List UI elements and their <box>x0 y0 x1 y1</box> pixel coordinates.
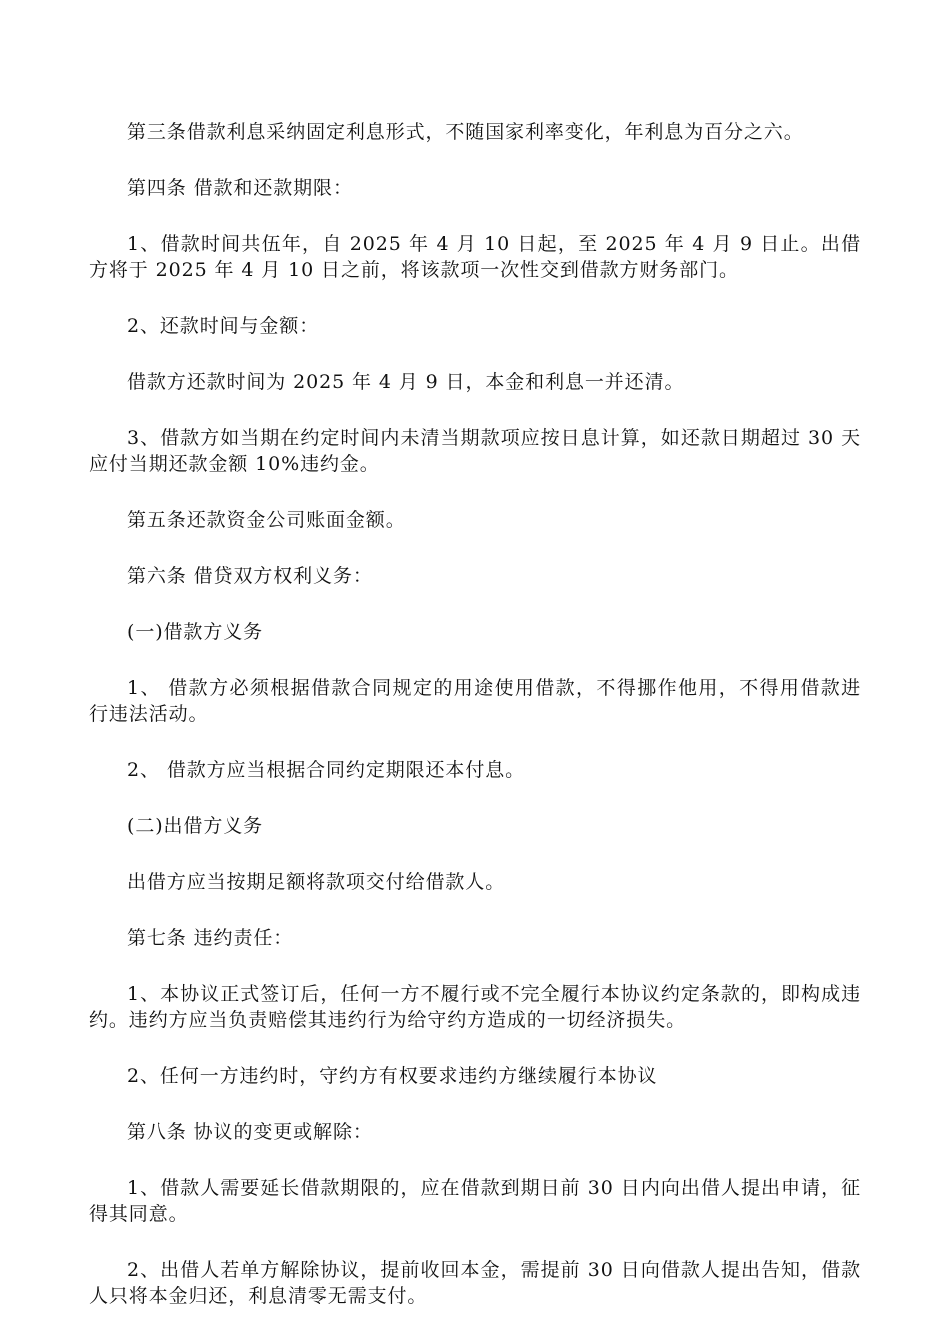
clause-5: 第五条还款资金公司账面金额。 <box>127 509 406 531</box>
clause-8-item-2: 2、出借人若单方解除协议，提前收回本金，需提前 30 日向借款人提出告知，借款人只将本金归还，利息清零无需支付。 <box>89 1259 861 1307</box>
clause-3-interest: 第三条借款利息采纳固定利息形式，不随国家利率变化，年利息为百分之六。 <box>127 121 804 143</box>
clause-8-item-1: 1、借款人需要延长借款期限的，应在借款到期日前 30 日内向出借人提出申请，征得其同意。 <box>89 1177 861 1225</box>
lender-duty: 出借方应当按期足额将款项交付给借款人。 <box>127 871 506 893</box>
document-body <box>89 119 861 1339</box>
clause-7-item-1: 1、本协议正式签订后，任何一方不履行或不完全履行本协议约定条款的，即构成违约。违约方应当负责赔偿其违约行为给守约方造成的一切经济损失。 <box>89 983 861 1031</box>
clause-4-heading: 第四条 借款和还款期限： <box>127 177 353 199</box>
clause-6-heading: 第六条 借贷双方权利义务： <box>127 565 373 587</box>
clause-4-item-2: 2、还款时间与金额： <box>127 315 320 337</box>
borrower-duties-heading: (一)借款方义务 <box>127 621 264 643</box>
clause-8-heading: 第八条 协议的变更或解除： <box>127 1121 373 1143</box>
clause-4-item-1: 1、借款时间共伍年，自 2025 年 4 月 10 日起，至 2025 年 4 月 9 日止。出借方将于 2025 年 4 月 10 日之前，将该款项一次性交到借款方财务部门。 <box>89 233 861 281</box>
borrower-duty-1: 1、 借款方必须根据借款合同规定的用途使用借款，不得挪作他用，不得用借款进行违法活动。 <box>89 677 861 725</box>
clause-4-repayment-date: 借款方还款时间为 2025 年 4 月 9 日，本金和利息一并还清。 <box>127 371 685 393</box>
borrower-duty-2: 2、 借款方应当根据合同约定期限还本付息。 <box>127 759 526 781</box>
clause-7-heading: 第七条 违约责任： <box>127 927 294 949</box>
lender-duties-heading: (二)出借方义务 <box>127 815 264 837</box>
clause-7-item-2: 2、任何一方违约时，守约方有权要求违约方继续履行本协议 <box>127 1065 658 1087</box>
clause-4-item-3: 3、借款方如当期在约定时间内未清当期款项应按日息计算，如还款日期超过 30 天应付当期还款金额 10%违约金。 <box>89 427 861 475</box>
